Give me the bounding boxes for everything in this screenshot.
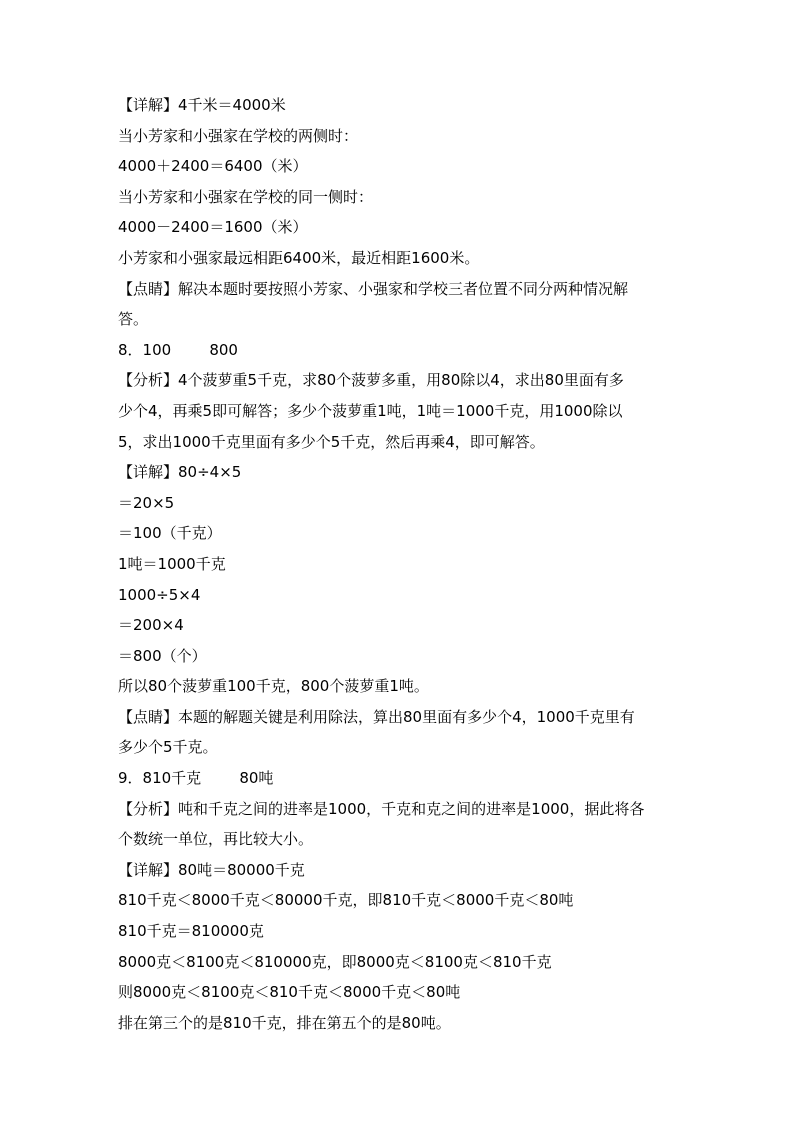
text-line: 【详解】80吨＝80000千克 bbox=[118, 860, 305, 879]
answer-line-9: 9．810千克 80吨 bbox=[118, 769, 274, 788]
text-line: 当小芳家和小强家在学校的两侧时： bbox=[118, 126, 359, 145]
text-line: 少个4，再乘5即可解答；多少个菠萝重1吨，1吨＝1000千克，用1000除以 bbox=[118, 401, 623, 420]
text-line: 个数统一单位，再比较大小。 bbox=[118, 830, 314, 849]
text-line: 4000＋2400＝6400（米） bbox=[118, 157, 308, 176]
text-line: ＝200×4 bbox=[118, 616, 184, 635]
text-line: 答。 bbox=[118, 310, 149, 329]
text-line: 【点睛】解决本题时要按照小芳家、小强家和学校三者位置不同分两种情况解 bbox=[118, 279, 629, 298]
text-line: 5，求出1000千克里面有多少个5千克，然后再乘4，即可解答。 bbox=[118, 432, 545, 451]
document-body bbox=[118, 90, 718, 1038]
text-line: ＝20×5 bbox=[118, 493, 175, 512]
text-line: ＝100（千克） bbox=[118, 524, 222, 543]
text-line: 多少个5千克。 bbox=[118, 738, 218, 757]
text-line: 810千克＜8000千克＜80000千克，即810千克＜8000千克＜80吨 bbox=[118, 891, 574, 910]
text-line: 1000÷5×4 bbox=[118, 585, 201, 604]
text-line: 所以80个菠萝重100千克，800个菠萝重1吨。 bbox=[118, 677, 429, 696]
text-line: 【分析】4个菠萝重5千克，求80个菠萝多重，用80除以4，求出80里面有多 bbox=[118, 371, 624, 390]
text-line: 4000－2400＝1600（米） bbox=[118, 218, 308, 237]
text-line: 【点睛】本题的解题关键是利用除法，算出80里面有多少个4，1000千克里有 bbox=[118, 707, 635, 726]
text-line: 排在第三个的是810千克，排在第五个的是80吨。 bbox=[118, 1013, 451, 1032]
text-line: 8000克＜8100克＜810000克，即8000克＜8100克＜810千克 bbox=[118, 952, 552, 971]
text-line: 【详解】80÷4×5 bbox=[118, 463, 242, 482]
text-line: 【详解】4千米＝4000米 bbox=[118, 96, 286, 114]
text-line: 810千克＝810000克 bbox=[118, 922, 264, 941]
text-line: 则8000克＜8100克＜810千克＜8000千克＜80吨 bbox=[118, 983, 461, 1002]
text-line: 1吨＝1000千克 bbox=[118, 554, 226, 573]
answer-line-8: 8．100 800 bbox=[118, 340, 238, 359]
text-line: 当小芳家和小强家在学校的同一侧时： bbox=[118, 187, 374, 206]
text-line: ＝800（个） bbox=[118, 646, 207, 665]
text-line: 【分析】吨和千克之间的进率是1000，千克和克之间的进率是1000，据此将各 bbox=[118, 799, 645, 818]
text-line: 小芳家和小强家最远相距6400米，最近相距1600米。 bbox=[118, 248, 480, 267]
